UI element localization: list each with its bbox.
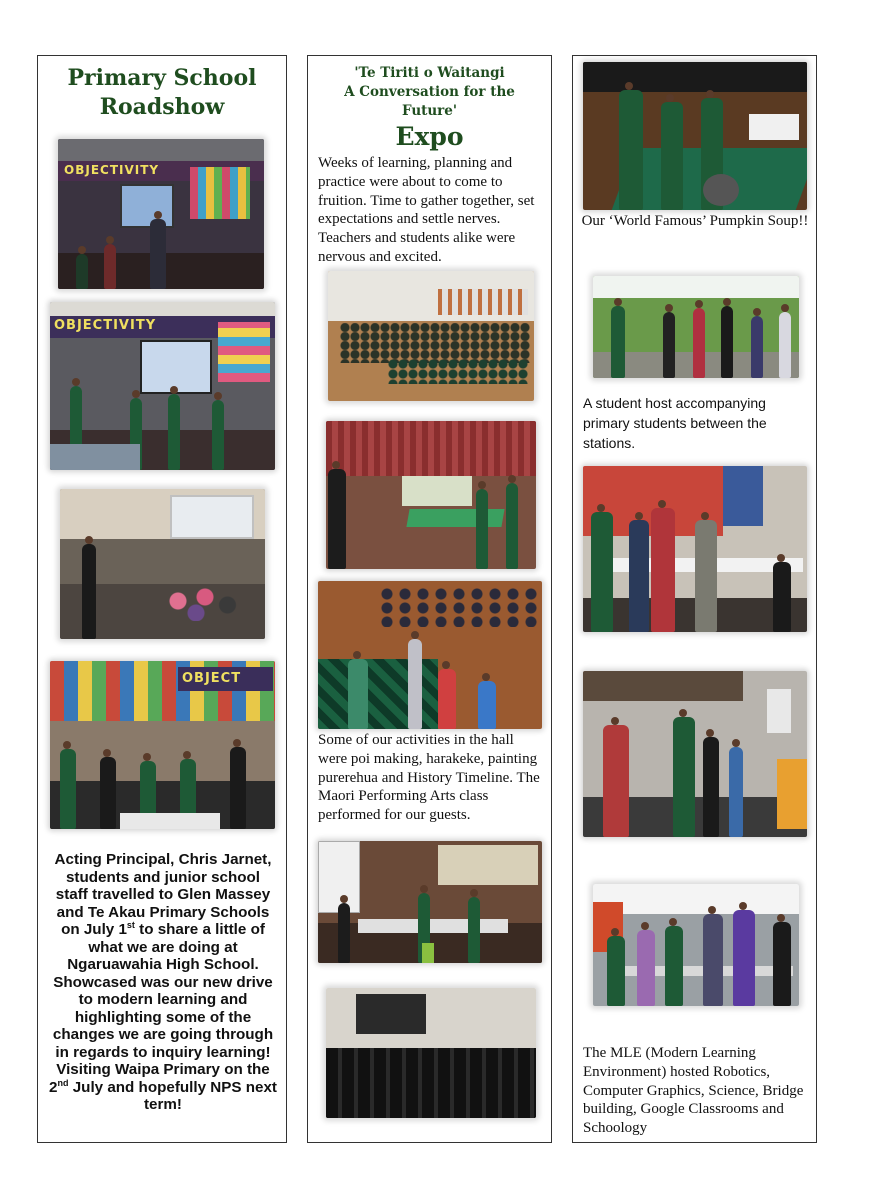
roadshow-title-line2: Roadshow: [99, 94, 225, 120]
expo-photo-floor-activities: [318, 581, 542, 729]
expo-subtitle: [308, 64, 551, 121]
roadshow-photo-3: [60, 489, 265, 639]
roadshow-body-sup1: st: [126, 919, 135, 930]
student-host-caption: A student host accompanying primary students between the stations.: [583, 395, 767, 451]
soup-caption: Our ‘World Famous’ Pumpkin Soup!!: [581, 213, 809, 229]
expo-photo-performance: [326, 988, 536, 1118]
expo-subtitle-line3: Future': [401, 103, 458, 119]
expo-column: [307, 55, 552, 1143]
objectivity-banner-3: OBJECT: [182, 671, 242, 686]
roadshow-photo-2: [50, 302, 275, 470]
objectivity-banner-2: OBJECTIVITY: [54, 318, 157, 333]
objectivity-banner: OBJECTIVITY: [64, 163, 160, 177]
expo-intro-text: Weeks of learning, planning and practice were about to come to fruition. Time to gather together, set expectations and settle nerves. Teachers and students alike were nervous and excited.: [318, 155, 535, 265]
roadshow-photo-1: [58, 139, 264, 289]
mle-caption: The MLE (Modern Learning Environment) hosted Robotics, Computer Graphics, Science, Bridge building, Google Classrooms and Schoology: [583, 1045, 804, 1137]
roadshow-title-line1: Primary School: [67, 65, 257, 91]
computers-photo: [593, 884, 799, 1006]
expo-photo-classroom: [318, 841, 542, 963]
roadshow-body-sup2: nd: [57, 1077, 69, 1088]
roadshow-body-text: [48, 851, 278, 1114]
robotics-photo: [583, 671, 807, 837]
expo-photo-hall-assembly: [328, 271, 534, 401]
roadshow-body-part1: Acting Principal, Chris Jarnet, students and junior school staff travelled to Glen Massey and Te Akau Primary Schools on July 1: [54, 851, 272, 938]
expo-photo-table-activity: [326, 421, 536, 569]
roadshow-photo-4: [50, 661, 275, 829]
expo-heading: Expo: [395, 122, 464, 151]
student-host-photo: [593, 276, 799, 378]
mle-column: [572, 55, 817, 1143]
expo-subtitle-line2: A Conversation for the: [344, 84, 515, 100]
science-photo: [583, 466, 807, 632]
roadshow-body-part2: to share a little of what we are doing at Ngaruawahia High School. Showcased was our new drive to modern learning and highlighting some of the changes we are going through in regards to inquiry learning! Visiting Waipa Primary on the 2: [49, 921, 274, 1096]
roadshow-body-part3: July and hopefully NPS next term!: [68, 1078, 277, 1113]
expo-subtitle-line1: 'Te Tiriti o Waitangi: [354, 65, 505, 81]
roadshow-column: [37, 55, 287, 1143]
soup-photo: [583, 62, 807, 210]
expo-activities-text: Some of our activities in the hall were poi making, harakeke, painting purerehua and History Timeline. The Maori Performing Arts class performed for our guests.: [318, 732, 540, 824]
